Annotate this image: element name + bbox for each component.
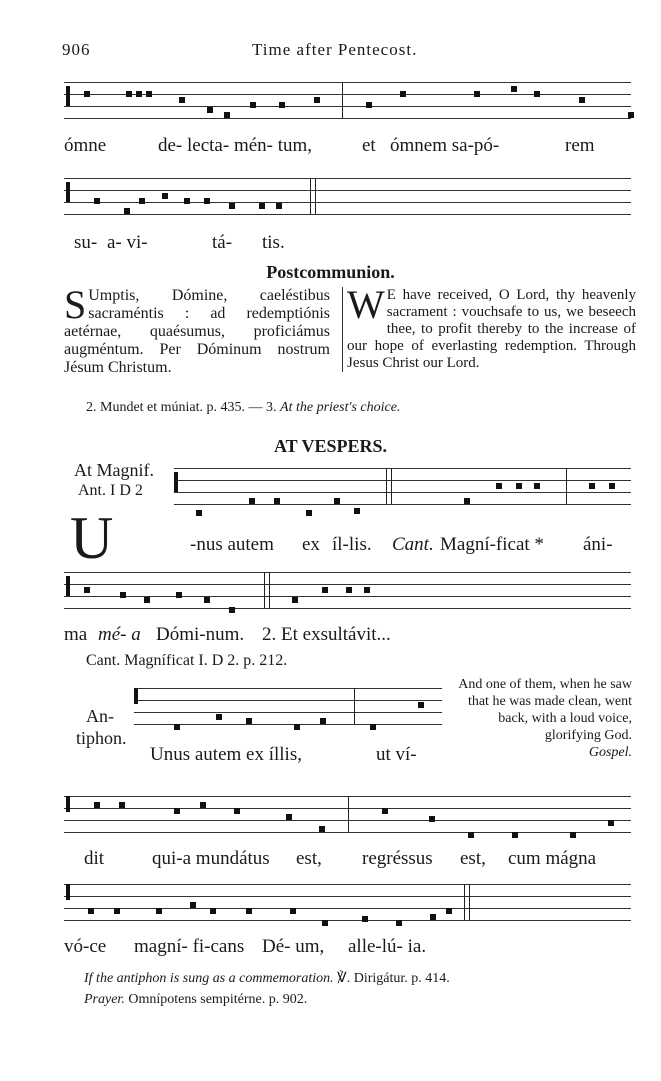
postcommunion-heading: Postcommunion.	[266, 262, 395, 282]
vespers-initial: U	[70, 505, 114, 571]
vespers-heading: AT VESPERS.	[273, 436, 388, 456]
lyric-3f: áni-	[583, 534, 613, 555]
cant-ref: Cant. Magníficat I. D 2. p. 212.	[86, 652, 288, 669]
music-staff-2	[64, 178, 631, 218]
lyric-1b: de- lecta- mén- tum,	[158, 135, 313, 156]
lyric-7a: vó-ce	[64, 936, 107, 957]
antiphon-label-2: tiphon.	[76, 728, 127, 748]
english-initial: W	[347, 282, 385, 327]
lyric-6c: est,	[296, 848, 322, 869]
page-number: 906	[62, 40, 91, 59]
lyric-2d: tis.	[262, 232, 285, 253]
lyric-7c: Dé- um,	[262, 936, 325, 957]
antiphon-label-1: An-	[86, 706, 114, 726]
lyric-6a: dit	[84, 848, 105, 869]
postcommunion-footnote: 2. Mundet et múniat. p. 435. — 3. At the priest's choice.	[86, 400, 401, 415]
lyric-3e: Magní-ficat *	[440, 534, 544, 555]
lyric-1e: rem	[565, 135, 595, 156]
english-text: E have received, O Lord, thy heavenly sacrament : vouchsafe to us, we beseech thee, to profit thereby to the increase of our hope of everlasting redemption. Through Jesus Christ our Lord.	[347, 287, 636, 371]
lyric-5b: ut ví-	[376, 744, 417, 765]
lyric-1d: ómnem sa-pó-	[390, 135, 500, 156]
lyric-3b: ex	[302, 534, 320, 555]
latin-text: Umptis, Dómine, caeléstibus sacraméntis : ad redemptiónis aetérnae, quaésumus, proficiámus augméntum. Per Dóminum nostrum Jésum Christum.	[64, 287, 330, 376]
lyric-2c: tá-	[212, 232, 233, 253]
commemoration-note: If the antiphon is sung as a commemoration. ℣. Dirigátur. p. 414.	[84, 971, 450, 986]
running-title: Time after Pentecost.	[252, 40, 418, 59]
prayer-note: Prayer. Omnípotens sempitérne. p. 902.	[84, 992, 308, 1007]
lyric-2b: a- vi-	[107, 232, 148, 253]
music-staff-6	[64, 796, 631, 836]
lyric-1a: ómne	[64, 135, 107, 156]
lyric-7b: magní- fi-cans	[134, 936, 245, 957]
lyric-3c: íl-lis.	[332, 534, 372, 555]
music-staff-5	[134, 688, 442, 728]
lyric-5a: Unus autem ex íllis,	[150, 744, 302, 765]
lyric-3a: -nus autem	[190, 534, 274, 555]
lyric-6b: qui-a mundátus	[152, 848, 270, 869]
music-staff-3	[174, 468, 631, 508]
music-staff-4	[64, 572, 631, 612]
lyric-4a: ma	[64, 624, 88, 645]
lyric-6e: est,	[460, 848, 486, 869]
lyric-1c: et	[362, 135, 376, 156]
music-staff-1	[64, 82, 631, 122]
lyric-7d: alle-lú- ia.	[348, 936, 427, 957]
lyric-4c: Dómi-num.	[156, 624, 245, 645]
lyric-2a: su-	[74, 232, 98, 253]
latin-initial: S	[64, 282, 87, 327]
postcommunion-latin	[64, 282, 330, 377]
music-staff-7	[64, 884, 631, 924]
lyric-6f: cum mágna	[508, 848, 597, 869]
lyric-6d: regréssus	[362, 848, 433, 869]
lyric-3d: Cant.	[392, 534, 434, 555]
magnif-label: At Magnif.	[74, 460, 154, 480]
postcommunion-english	[342, 282, 636, 372]
antiphon-translation: And one of them, when he saw that he was made clean, went back, with a loud voice, glorifying God. Gospel.	[458, 677, 632, 760]
lyric-4b: mé- a	[98, 624, 141, 645]
lyric-4d: 2. Et exsultávit...	[262, 624, 391, 645]
ant-label: Ant. I D 2	[78, 482, 143, 499]
